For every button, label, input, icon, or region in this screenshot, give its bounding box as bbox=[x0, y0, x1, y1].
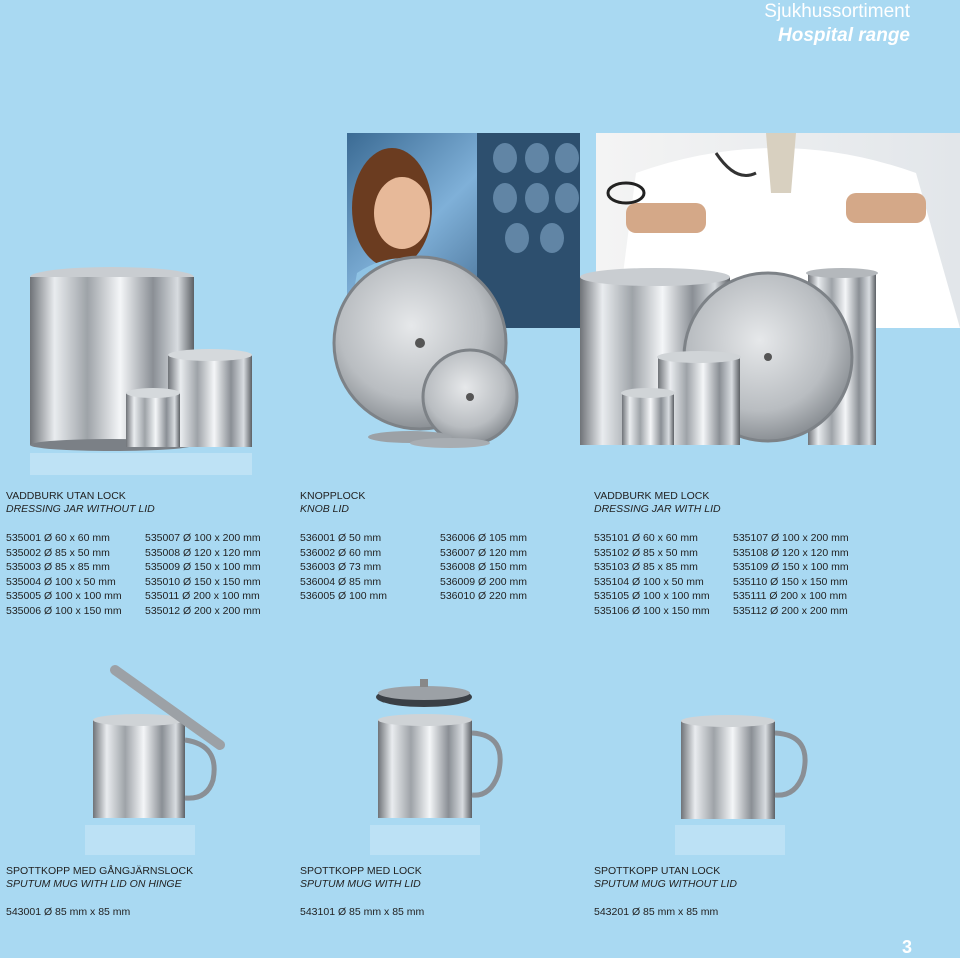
item-list-col2 bbox=[733, 531, 849, 618]
list-item: 535103 Ø 85 x 85 mm bbox=[594, 561, 698, 573]
list-item: 543101 Ø 85 mm x 85 mm bbox=[300, 906, 425, 918]
group-title: VADDBURK MED LOCK bbox=[594, 490, 710, 502]
group-title: SPOTTKOPP UTAN LOCK bbox=[594, 865, 721, 877]
group-title: SPOTTKOPP MED GÅNGJÄRNSLOCK bbox=[6, 865, 194, 877]
list-item: 535107 Ø 100 x 200 mm bbox=[733, 532, 849, 544]
sputum-mug-hinge-lid-image bbox=[85, 660, 230, 860]
list-item: 535102 Ø 85 x 50 mm bbox=[594, 546, 698, 559]
item-list-col1 bbox=[300, 531, 387, 604]
list-item: 535002 Ø 85 x 50 mm bbox=[6, 546, 110, 559]
list-item: 535112 Ø 200 x 200 mm bbox=[733, 604, 848, 617]
group-dressing-jar-with-lid bbox=[594, 490, 894, 617]
group-sputum-mug-with-lid bbox=[300, 865, 590, 918]
group-subtitle: SPUTUM MUG WITH LID bbox=[300, 878, 421, 890]
list-item: 535006 Ø 100 x 150 mm bbox=[6, 604, 122, 617]
page-number: 3 bbox=[901, 937, 912, 957]
list-item: 536008 Ø 150 mm bbox=[440, 561, 527, 573]
item-list-col2 bbox=[440, 531, 527, 604]
list-item: 535011 Ø 200 x 100 mm bbox=[145, 590, 260, 602]
list-item: 543001 Ø 85 mm x 85 mm bbox=[6, 906, 131, 918]
list-item: 535110 Ø 150 x 150 mm bbox=[733, 575, 848, 588]
list-item: 535104 Ø 100 x 50 mm bbox=[594, 575, 704, 588]
list-item: 536003 Ø 73 mm bbox=[300, 561, 382, 573]
group-title: KNOPPLOCK bbox=[300, 490, 366, 502]
item-list-col1 bbox=[6, 531, 122, 618]
group-title: VADDBURK UTAN LOCK bbox=[6, 490, 126, 502]
list-item: 535109 Ø 150 x 100 mm bbox=[733, 561, 849, 573]
list-item: 535012 Ø 200 x 200 mm bbox=[145, 604, 261, 617]
item-list-col2 bbox=[145, 531, 261, 618]
list-item: 535008 Ø 120 x 120 mm bbox=[145, 546, 261, 559]
list-item: 535101 Ø 60 x 60 mm bbox=[594, 532, 698, 544]
sputum-mug-without-lid-image bbox=[675, 715, 815, 865]
list-item: 535106 Ø 100 x 150 mm bbox=[594, 604, 710, 617]
group-dressing-jar-without-lid bbox=[6, 490, 296, 617]
list-item: 536005 Ø 100 mm bbox=[300, 590, 387, 602]
list-item: 535007 Ø 100 x 200 mm bbox=[145, 532, 261, 544]
group-subtitle: KNOB LID bbox=[300, 503, 350, 515]
group-title: SPOTTKOPP MED LOCK bbox=[300, 865, 422, 877]
group-sputum-mug-without-lid bbox=[594, 865, 894, 918]
list-item: 535005 Ø 100 x 100 mm bbox=[6, 590, 122, 602]
header-title-en: Hospital range bbox=[778, 25, 910, 46]
sputum-mug-with-lid-image bbox=[370, 675, 510, 860]
list-item: 536004 Ø 85 mm bbox=[300, 575, 382, 588]
group-subtitle: SPUTUM MUG WITHOUT LID bbox=[594, 878, 737, 890]
list-item: 535111 Ø 200 x 100 mm bbox=[733, 590, 848, 602]
list-item: 535003 Ø 85 x 85 mm bbox=[6, 561, 110, 573]
jars-without-lid-image bbox=[30, 265, 260, 480]
group-subtitle: DRESSING JAR WITH LID bbox=[594, 503, 721, 515]
list-item: 536001 Ø 50 mm bbox=[300, 532, 382, 544]
list-item: 543201 Ø 85 mm x 85 mm bbox=[594, 906, 719, 918]
list-item: 535001 Ø 60 x 60 mm bbox=[6, 532, 110, 544]
list-item: 536002 Ø 60 mm bbox=[300, 546, 382, 559]
jars-with-lid-image bbox=[578, 265, 883, 480]
list-item: 536009 Ø 200 mm bbox=[440, 575, 527, 588]
group-subtitle: SPUTUM MUG WITH LID ON HINGE bbox=[6, 878, 182, 890]
list-item: 536007 Ø 120 mm bbox=[440, 546, 527, 559]
list-item: 535105 Ø 100 x 100 mm bbox=[594, 590, 710, 602]
knob-lids-image bbox=[330, 255, 525, 450]
list-item: 536006 Ø 105 mm bbox=[440, 532, 527, 544]
item-list-col1 bbox=[594, 531, 710, 618]
list-item: 535010 Ø 150 x 150 mm bbox=[145, 575, 261, 588]
list-item: 535108 Ø 120 x 120 mm bbox=[733, 546, 849, 559]
list-item: 536010 Ø 220 mm bbox=[440, 590, 527, 602]
list-item: 535004 Ø 100 x 50 mm bbox=[6, 575, 116, 588]
header bbox=[764, 0, 910, 48]
group-subtitle: DRESSING JAR WITHOUT LID bbox=[6, 503, 155, 515]
list-item: 535009 Ø 150 x 100 mm bbox=[145, 561, 261, 573]
group-knob-lid bbox=[300, 490, 590, 602]
header-title-sv: Sjukhussortiment bbox=[764, 1, 910, 22]
group-sputum-mug-hinge-lid bbox=[6, 865, 296, 918]
